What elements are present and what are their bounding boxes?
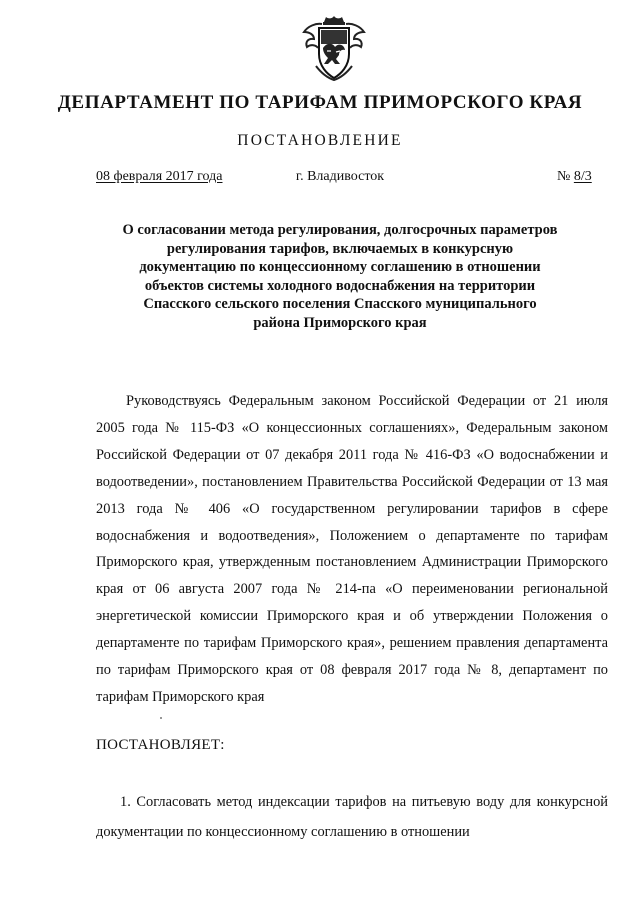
document-title: О согласовании метода регулирования, долгосрочных параметров регулирования тарифов, включаемых в конкурсную документацию по концессионному соглашению в отношении объектов системы холодного водоснабжения на территории Спасского сельского поселения Спасского муниципального района Приморского края — [122, 222, 558, 331]
scan-speck — [160, 717, 162, 719]
decree-heading: ПОСТАНОВЛЯЕТ: — [96, 737, 225, 753]
number-value: 8/3 — [573, 169, 592, 184]
document-number — [557, 169, 592, 185]
department-heading: ДЕПАРТАМЕНТ ПО ТАРИФАМ ПРИМОРСКОГО КРАЯ — [57, 92, 583, 113]
preamble-paragraph: Руководствуясь Федеральным законом Российской Федерации от 21 июля 2005 года № 115-ФЗ «О концессионных соглашениях», Федеральным законом Российской Федерации от 07 декабря 2011 года № 416-ФЗ «О водоснабжении и водоотведении», постановлением Правительства Российской Федерации от 13 мая 2013 года № 406 «О государственном регулировании тарифов в сфере водоснабжения и водоотведения», Положением о департаменте по тарифам Приморского края, утвержденным постановлением Администрации Приморского края от 06 августа 2007 года № 214-па «О переименовании региональной энергетической комиссии Приморского края и об утверждении Положения о департаменте по тарифам Приморского края», решением правления департамента по тарифам Приморского края от 08 февраля 2017 года № 8, департамент по тарифам Приморского края — [96, 393, 608, 705]
document-city: г. Владивосток — [295, 169, 385, 184]
document-date: 08 февраля 2017 года — [96, 169, 223, 184]
coat-of-arms-emblem — [302, 14, 366, 82]
number-prefix: № — [557, 169, 571, 184]
document-type-heading: ПОСТАНОВЛЕНИЕ — [237, 132, 403, 149]
decree-item-1: 1. Согласовать метод индексации тарифов на питьевую воду для конкурсной документации по концессионному соглашению в отношении — [96, 794, 608, 840]
